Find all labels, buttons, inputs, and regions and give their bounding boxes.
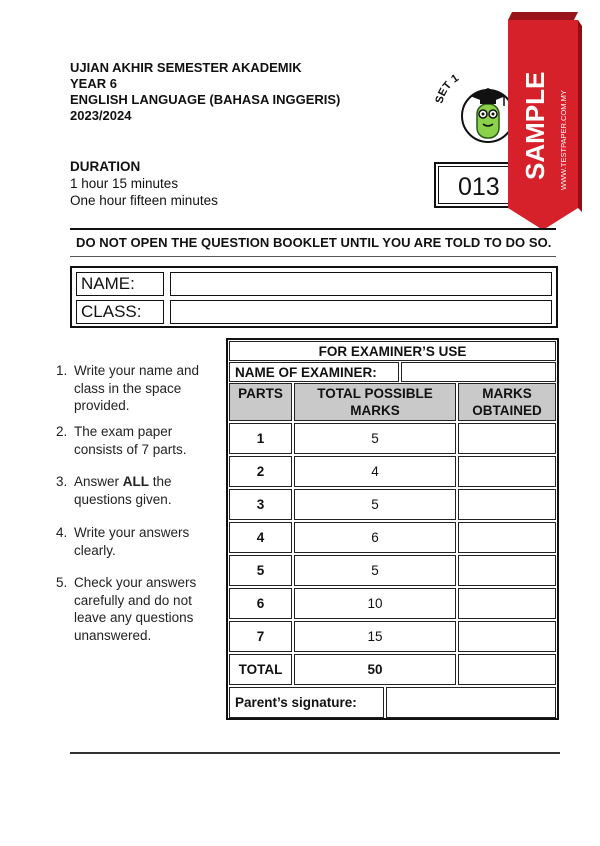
instruction-number: 1.	[56, 363, 68, 378]
duration-line: 1 hour 15 minutes	[70, 176, 179, 191]
marks-obtained-field[interactable]	[458, 456, 556, 487]
examiner-table-title: FOR EXAMINER’S USE	[229, 341, 556, 361]
possible-marks: 10	[294, 588, 456, 619]
class-field[interactable]	[170, 300, 552, 324]
name-row	[76, 272, 552, 296]
instruction-number: 2.	[56, 424, 68, 439]
part-number: 1	[229, 423, 292, 454]
header-line: 2023/2024	[70, 108, 132, 123]
total-marks-header: TOTAL POSSIBLE MARKS	[294, 383, 456, 421]
instruction-emphasis: ALL	[122, 474, 150, 489]
instruction-text: Write your name and class in the space provided.	[74, 363, 200, 413]
total-label: TOTAL	[229, 654, 292, 685]
sample-label: SAMPLE	[520, 71, 550, 180]
marks-obtained-field[interactable]	[458, 522, 556, 553]
class-row	[76, 300, 552, 324]
bottom-divider	[70, 752, 560, 754]
instruction-text-post: the questions given.	[74, 474, 172, 507]
marks-obtained-field[interactable]	[458, 423, 556, 454]
name-field[interactable]	[170, 272, 552, 296]
instruction-number: 3.	[56, 474, 68, 489]
instruction-text	[74, 473, 224, 508]
instruction-text: The exam paper consists of 7 parts.	[74, 424, 187, 457]
part-number: 3	[229, 489, 292, 520]
marks-obtained-field[interactable]	[458, 489, 556, 520]
duration-line: One hour fifteen minutes	[70, 193, 218, 208]
warning-notice: DO NOT OPEN THE QUESTION BOOKLET UNTIL YOU ARE TOLD TO DO SO.	[76, 235, 552, 250]
possible-marks: 15	[294, 621, 456, 652]
total-possible-marks: 50	[294, 654, 456, 685]
part-number: 7	[229, 621, 292, 652]
header-line: UJIAN AKHIR SEMESTER AKADEMIK	[70, 60, 302, 75]
parent-signature-label: Parent’s signature:	[229, 687, 384, 718]
instruction-number: 5.	[56, 575, 68, 590]
paper-code: 013	[434, 162, 524, 208]
duration-block	[70, 158, 218, 209]
divider	[70, 256, 556, 257]
marks-obtained-field[interactable]	[458, 621, 556, 652]
site-label: WWW.TESTPAPER.COM.MY	[559, 90, 568, 190]
instruction-text: Write your answers clearly.	[74, 525, 190, 558]
possible-marks: 4	[294, 456, 456, 487]
marks-obtained-field[interactable]	[458, 555, 556, 586]
instruction-text: Check your answers carefully and do not leave any questions unanswered.	[74, 575, 197, 643]
part-number: 2	[229, 456, 292, 487]
duration-label: DURATION	[70, 159, 141, 174]
header-line: ENGLISH LANGUAGE (BAHASA INGGERIS)	[70, 92, 341, 107]
instruction-number: 4.	[56, 525, 68, 540]
name-class-box	[70, 266, 558, 328]
divider	[70, 228, 556, 230]
examiner-name-label: NAME OF EXAMINER:	[229, 362, 399, 382]
parent-signature-field[interactable]	[386, 687, 556, 718]
marks-obtained-header: MARKS OBTAINED	[458, 383, 556, 421]
examiner-table	[226, 338, 559, 720]
examiner-name-field[interactable]	[401, 362, 556, 382]
header-line: YEAR 6	[70, 76, 117, 91]
part-number: 6	[229, 588, 292, 619]
name-label: NAME:	[76, 272, 164, 296]
sample-ribbon	[504, 12, 582, 230]
possible-marks: 6	[294, 522, 456, 553]
possible-marks: 5	[294, 555, 456, 586]
set-label: SET 1	[433, 72, 461, 105]
exam-header	[70, 60, 340, 124]
instruction-text-pre: Answer	[74, 474, 123, 489]
marks-obtained-field[interactable]	[458, 588, 556, 619]
class-label: CLASS:	[76, 300, 164, 324]
part-number: 5	[229, 555, 292, 586]
total-obtained-field[interactable]	[458, 654, 556, 685]
possible-marks: 5	[294, 489, 456, 520]
possible-marks: 5	[294, 423, 456, 454]
parts-header: PARTS	[229, 383, 292, 421]
part-number: 4	[229, 522, 292, 553]
